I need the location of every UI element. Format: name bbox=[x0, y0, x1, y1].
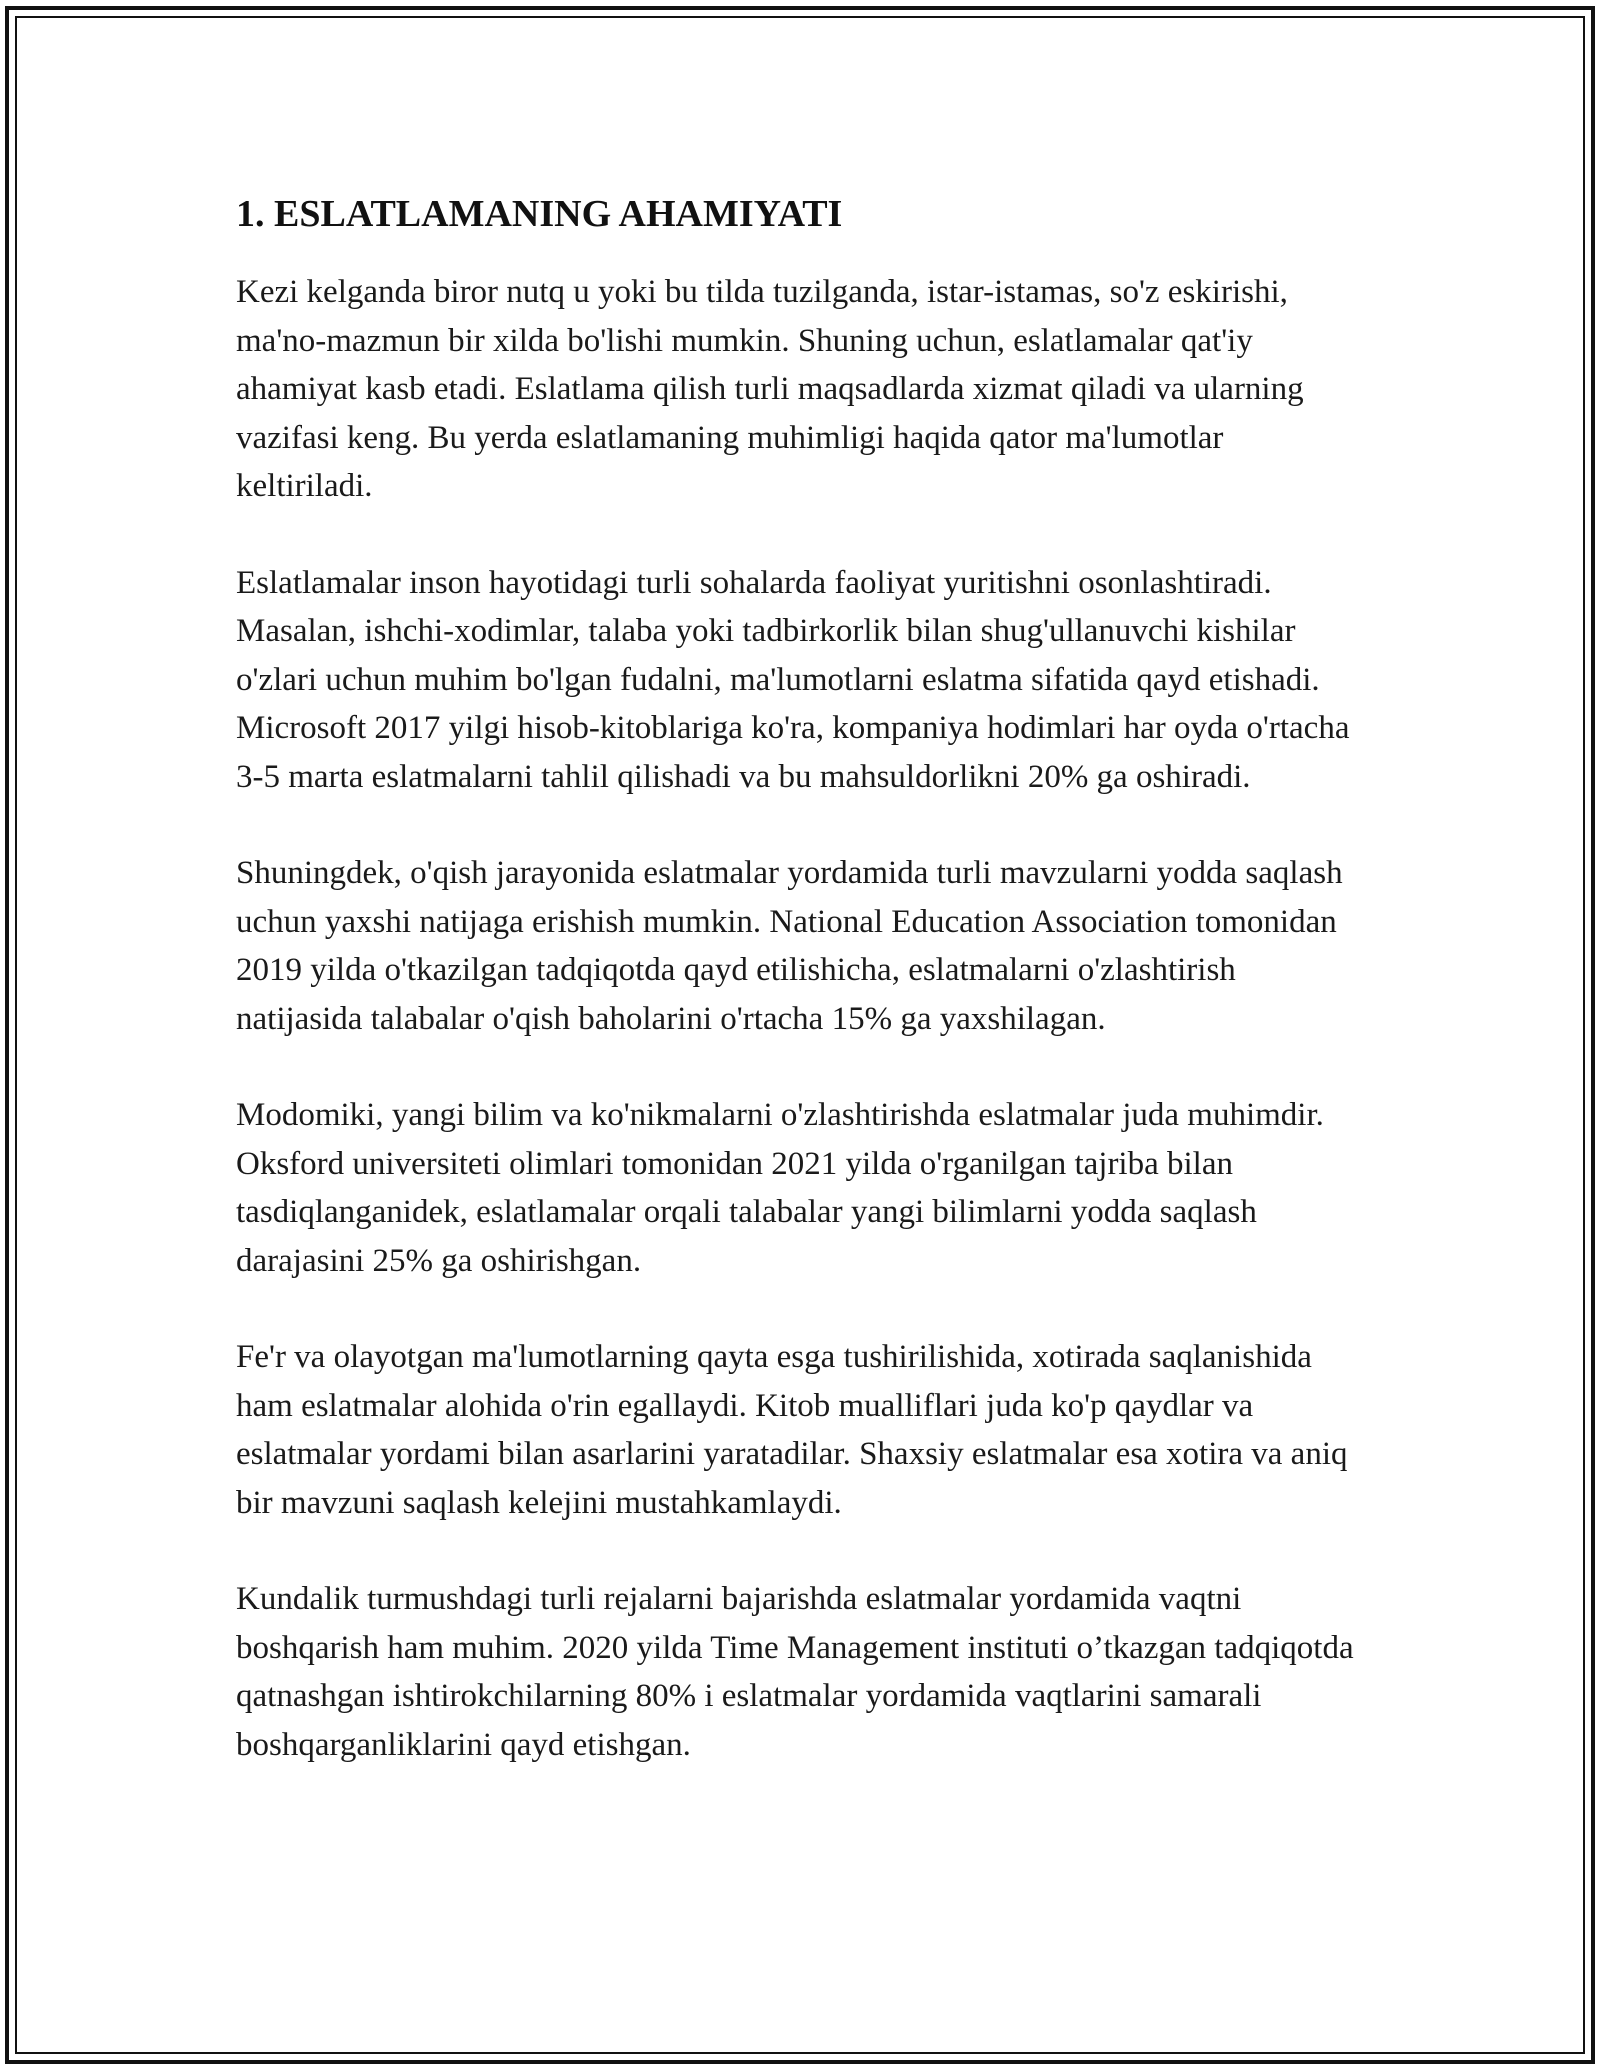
paragraph-1: Kezi kelganda biror nutq u yoki bu tilda tuzilganda, istar-istamas, so'z eskirishi, ma'no-mazmun bir xilda bo'lishi mumkin. Shuning uchun, eslatlamalar qat'iy ahamiyat kasb etadi. Eslatlama qilish turli maqsadlarda xizmat qiladi va ularning vazifasi keng. Bu yerda eslatlamaning muhimligi haqida qator ma'lumotlar keltiriladi. bbox=[236, 274, 1304, 504]
document-body bbox=[236, 188, 1356, 1817]
paragraph-5: Fe'r va olayotgan ma'lumotlarning qayta esga tushirilishida, xotirada saqlanishida ham eslatmalar alohida o'rin egallaydi. Kitob mualliflari juda ko'p qaydlar va eslatmalar yordami bilan asarlarini yaratadilar. Shaxsiy eslatmalar esa xotira va aniq bir mavzuni saqlash kelejini mustahkamlaydi. bbox=[236, 1339, 1348, 1521]
paragraph-3: Shuningdek, o'qish jarayonida eslatmalar yordamida turli mavzularni yodda saqlash uchun yaxshi natijaga erishish mumkin. National Education Association tomonidan 2019 yilda o'tkazilgan tadqiqotda qayd etilishicha, eslatmalarni o'zlashtirish natijasida talabalar o'qish baholarini o'rtacha 15% ga yaxshilagan. bbox=[236, 855, 1343, 1037]
section-title: 1. ESLATLAMANING AHAMIYATI bbox=[236, 193, 843, 235]
paragraph-6: Kundalik turmushdagi turli rejalarni bajarishda eslatmalar yordamida vaqtni boshqarish ham muhim. 2020 yilda Time Management instituti o’tkazgan tadqiqotda qatnashgan ishtirokchilarning 80% i eslatmalar yordamida vaqtlarini samarali boshqarganliklarini qayd etishgan. bbox=[236, 1581, 1354, 1763]
paragraph-4: Modomiki, yangi bilim va ko'nikmalarni o'zlashtirishda eslatmalar juda muhimdir. Oksford universiteti olimlari tomonidan 2021 yilda o'rganilgan tajriba bilan tasdiqlanganidek, eslatlamalar orqali talabalar yangi bilimlarni yodda saqlash darajasini 25% ga oshirishgan. bbox=[236, 1097, 1324, 1279]
paragraph-2: Eslatlamalar inson hayotidagi turli sohalarda faoliyat yuritishni osonlashtiradi. Masalan, ishchi-xodimlar, talaba yoki tadbirkorlik bilan shug'ullanuvchi kishilar o'zlari uchun muhim bo'lgan fudalni, ma'lumotlarni eslatma sifatida qayd etishadi. Microsoft 2017 yilgi hisob-kitoblariga ko'ra, kompaniya hodimlari har oyda o'rtacha 3-5 marta eslatmalarni tahlil qilishadi va bu mahsuldorlikni 20% ga oshiradi. bbox=[236, 564, 1350, 795]
